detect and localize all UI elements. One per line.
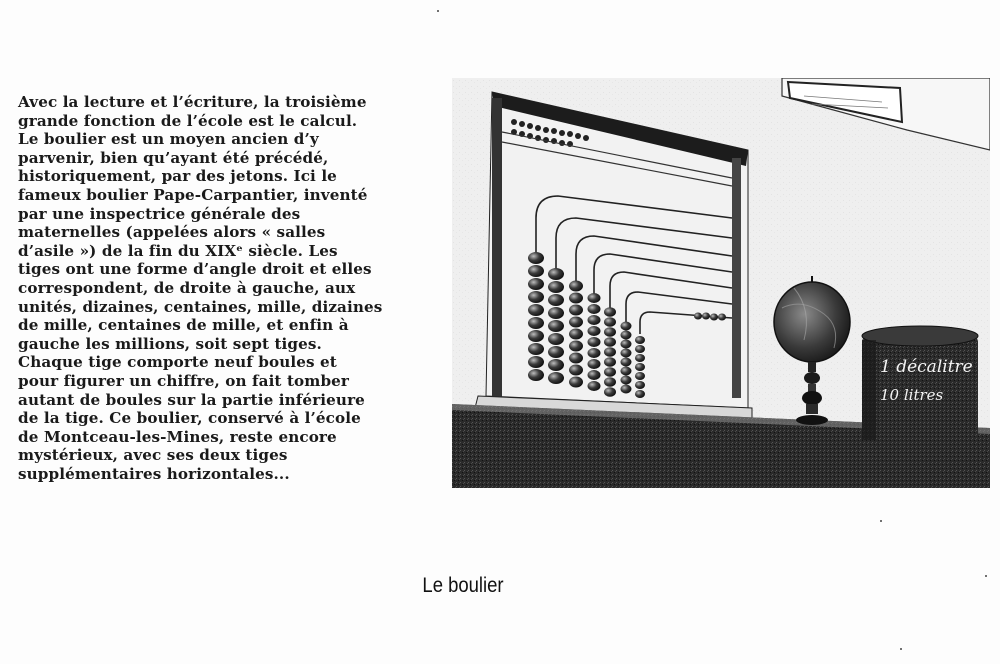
- text-line: pour figurer un chiffre, on fait tomber: [18, 371, 350, 390]
- text-line: Le boulier est un moyen ancien d’y: [18, 130, 319, 149]
- text-line: supplémentaires horizontales...: [18, 464, 290, 483]
- text-line: fameux boulier Pape-Carpantier, inventé: [18, 185, 368, 204]
- text-line: maternelles (appelées alors « salles: [18, 223, 326, 242]
- scan-speck: [437, 10, 439, 12]
- abacus-photo: [452, 78, 990, 488]
- text-line: grande fonction de l’école est le calcul.: [18, 111, 358, 130]
- jar-label-line2: 10 litres: [880, 386, 944, 404]
- text-line: Chaque tige comporte neuf boules et: [18, 353, 337, 372]
- text-line: mystérieux, avec ses deux tiges: [18, 446, 288, 465]
- text-line: parvenir, bien qu’ayant été précédé,: [18, 148, 329, 167]
- text-line: d’asile ») de la fin du XIXᵉ siècle. Les: [18, 241, 338, 260]
- text-line: correspondent, de droite à gauche, aux: [18, 278, 356, 297]
- scan-speck: [900, 648, 902, 650]
- text-line: de mille, centaines de mille, et enfin à: [18, 316, 349, 335]
- text-line: historiquement, par des jetons. Ici le: [18, 167, 337, 186]
- text-line: gauche les millions, soit sept tiges.: [18, 334, 322, 353]
- photo-caption: Le boulier: [422, 574, 504, 597]
- text-line: tiges ont une forme d’angle droit et elles: [18, 260, 372, 279]
- text-line: par une inspectrice générale des: [18, 204, 301, 223]
- text-line: de Montceau-les-Mines, reste encore: [18, 427, 337, 446]
- body-paragraph: [18, 93, 408, 483]
- text-line: Avec la lecture et l’écriture, la troisième: [18, 93, 367, 111]
- scan-speck: [985, 575, 987, 577]
- scan-speck: [880, 520, 882, 522]
- text-line: autant de boules sur la partie inférieure: [18, 390, 365, 409]
- text-line: unités, dizaines, centaines, mille, dizaines: [18, 297, 383, 316]
- jar-label-line1: 1 décalitre: [880, 357, 973, 377]
- text-line: de la tige. Ce boulier, conservé à l’école: [18, 409, 361, 428]
- measuring-jar: [862, 326, 978, 444]
